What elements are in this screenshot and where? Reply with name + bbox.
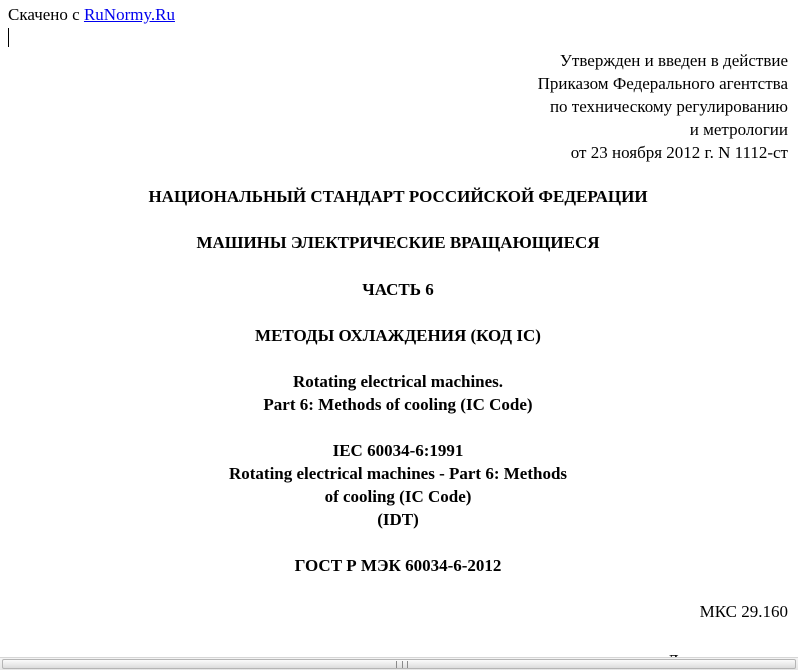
approval-line-3: по техническому регулированию <box>549 97 788 116</box>
text-cursor <box>8 28 9 47</box>
english-title-block <box>0 370 796 416</box>
gost-code: ГОСТ Р МЭК 60034-6-2012 <box>294 556 502 575</box>
part-title: ЧАСТЬ 6 <box>362 280 434 299</box>
iec-line-4: (IDT) <box>377 510 419 529</box>
source-link[interactable]: RuNormy.Ru <box>83 5 175 24</box>
machines-title: МАШИНЫ ЭЛЕКТРИЧЕСКИЕ ВРАЩАЮЩИЕСЯ <box>196 233 600 252</box>
horizontal-scrollbar[interactable] <box>0 657 798 670</box>
national-standard-heading <box>0 185 796 208</box>
approval-block <box>538 49 788 164</box>
national-standard-title: НАЦИОНАЛЬНЫЙ СТАНДАРТ РОССИЙСКОЙ ФЕДЕРАЦИИ <box>148 187 648 206</box>
machines-heading <box>0 231 796 254</box>
methods-heading <box>0 324 796 347</box>
approval-line-1: Утвержден и введен в действие <box>559 51 788 70</box>
iec-line-3: of cooling (IC Code) <box>324 487 472 506</box>
iec-line-2: Rotating electrical machines - Part 6: Methods <box>228 464 568 483</box>
english-title-line-1: Rotating electrical machines. <box>292 372 504 391</box>
iec-line-1: IEC 60034-6:1991 <box>332 441 464 460</box>
source-line <box>8 5 175 25</box>
scrollbar-thumb[interactable] <box>2 659 796 669</box>
mks-code: МКС 29.160 <box>699 602 788 621</box>
source-prefix: Скачено с <box>8 5 84 24</box>
iec-block <box>0 439 796 531</box>
part-heading <box>0 278 796 301</box>
approval-line-4: и метрологии <box>689 120 788 139</box>
grip-icon <box>396 661 408 668</box>
methods-title: МЕТОДЫ ОХЛАЖДЕНИЯ (КОД IC) <box>255 326 541 345</box>
approval-line-2: Приказом Федерального агентства <box>537 74 788 93</box>
gost-heading <box>0 554 796 577</box>
english-title-line-2: Part 6: Methods of cooling (IC Code) <box>263 395 533 414</box>
approval-line-5: от 23 ноября 2012 г. N 1112-ст <box>570 143 788 162</box>
